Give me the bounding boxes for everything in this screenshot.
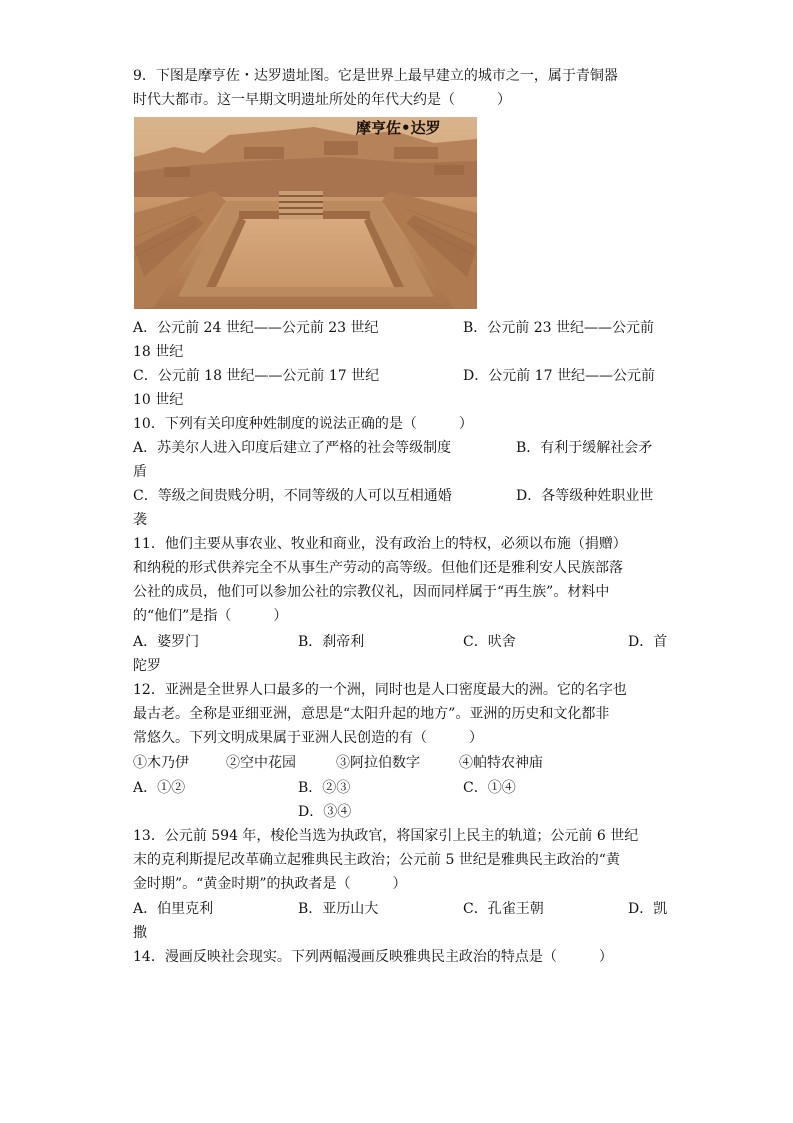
q13-option-a: A．伯里克利 (133, 901, 214, 917)
q11-option-d: D．首 (628, 634, 668, 650)
q12-item-4: ④帕特农神庙 (459, 755, 543, 771)
q9-option-c: C．公元前 18 世纪——公元前 17 世纪 (133, 368, 380, 384)
q11-stem-line-1: 11．他们主要从事农业、牧业和商业，没有政治上的特权，必须以布施（捐赠） (133, 536, 627, 552)
q11-option-b: B．刹帝利 (298, 634, 365, 650)
q11-stem-line-3: 公社的成员，他们可以参加公社的宗教仪礼，因而同样属于“再生族”。材料中 (133, 584, 610, 600)
mohenjo-daro-photo (134, 117, 477, 309)
q9-option-b: B．公元前 23 世纪——公元前 (463, 320, 655, 336)
q10-option-d-continued: 袭 (133, 512, 147, 528)
q12-stem-line-1: 12．亚洲是全世界人口最多的一个洲，同时也是人口密度最大的洲。它的名字也 (133, 682, 627, 698)
q10-option-b-continued: 盾 (133, 464, 147, 480)
q11-stem-line-2: 和纳税的形式供养完全不从事生产劳动的高等级。但他们还是雅利安人民族部落 (133, 560, 623, 576)
q11-option-d-continued: 陀罗 (133, 658, 161, 674)
q10-option-d: D．各等级种姓职业世 (516, 488, 654, 504)
q9-option-d: D．公元前 17 世纪——公元前 (463, 368, 655, 384)
q11-option-a: A．婆罗门 (133, 634, 200, 650)
q13-option-d: D．凯 (628, 901, 668, 917)
q12-item-1: ①木乃伊 (133, 755, 189, 771)
q9-option-d-continued: 10 世纪 (133, 392, 184, 408)
q9-option-b-continued: 18 世纪 (133, 344, 184, 360)
q13-option-c: C．孔雀王朝 (463, 901, 544, 917)
q10-option-b: B．有利于缓解社会矛 (516, 440, 653, 456)
q12-item-3: ③阿拉伯数字 (336, 755, 420, 771)
q13-option-d-continued: 撒 (133, 925, 147, 941)
q10-option-a: A．苏美尔人进入印度后建立了严格的社会等级制度 (133, 440, 452, 456)
q13-stem-line-1: 13．公元前 594 年，梭伦当选为执政官，将国家引上民主的轨道；公元前 6 世纪 (133, 828, 639, 844)
q13-option-b: B．亚历山大 (298, 901, 379, 917)
q9-stem-line-1: 9．下图是摩亨佐・达罗遗址图。它是世界上最早建立的城市之一，属于青铜器 (133, 68, 618, 84)
q9-option-a: A．公元前 24 世纪——公元前 23 世纪 (133, 320, 379, 336)
photo-caption: 摩亨佐•达罗 (356, 119, 441, 137)
q14-stem: 14．漫画反映社会现实。下列两幅漫画反映雅典民主政治的特点是（ ） (133, 949, 613, 965)
q9-stem-line-2: 时代大都市。这一早期文明遗址所处的年代大约是（ ） (133, 92, 511, 108)
q10-option-c: C．等级之间贵贱分明，不同等级的人可以互相通婚 (133, 488, 452, 504)
q12-item-2: ②空中花园 (226, 755, 296, 771)
q12-option-d: D．③④ (298, 804, 352, 820)
q12-option-b: B．②③ (298, 780, 351, 796)
q12-stem-line-2: 最古老。全称是亚细亚洲，意思是“太阳升起的地方”。亚洲的历史和文化都非 (133, 706, 610, 722)
q11-option-c: C．吠舍 (463, 634, 516, 650)
q12-option-a: A．①② (133, 780, 186, 796)
q13-stem-line-2: 末的克利斯提尼改革确立起雅典民主政治；公元前 5 世纪是雅典民主政治的“黄 (133, 852, 620, 868)
q11-stem-line-4: 的“他们”是指（ ） (133, 608, 288, 624)
q10-stem: 10．下列有关印度种姓制度的说法正确的是（ ） (133, 416, 473, 432)
q13-stem-line-3: 金时期”。“黄金时期”的执政者是（ ） (133, 876, 407, 892)
q12-stem-line-3: 常悠久。下列文明成果属于亚洲人民创造的有（ ） (133, 730, 483, 746)
q12-option-c: C．①④ (463, 780, 516, 796)
